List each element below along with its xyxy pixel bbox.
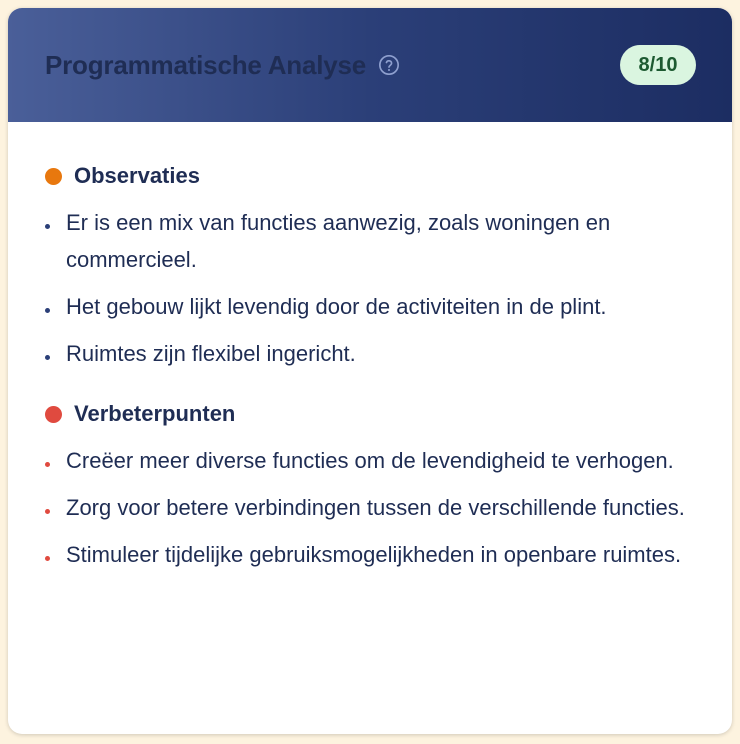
improvements-section bbox=[45, 400, 692, 573]
list-item-text: Er is een mix van functies aanwezig, zoals woningen en commercieel. bbox=[66, 210, 611, 272]
orange-dot-icon bbox=[45, 168, 62, 185]
list-item bbox=[45, 204, 692, 278]
card-body bbox=[8, 122, 732, 573]
red-dot-icon bbox=[45, 406, 62, 423]
card-header bbox=[8, 8, 732, 122]
observations-heading bbox=[45, 162, 692, 190]
improvements-heading bbox=[45, 400, 692, 428]
bullet-icon bbox=[45, 355, 50, 360]
section-title-observations: Observaties bbox=[74, 163, 200, 188]
analysis-card bbox=[8, 8, 732, 734]
list-item bbox=[45, 442, 692, 479]
list-item bbox=[45, 335, 692, 372]
improvements-list bbox=[45, 442, 692, 573]
observations-list bbox=[45, 204, 692, 372]
card-title: Programmatische Analyse bbox=[45, 49, 367, 80]
bullet-icon bbox=[45, 462, 50, 467]
list-item bbox=[45, 536, 692, 573]
question-circle-icon[interactable] bbox=[378, 54, 400, 76]
list-item bbox=[45, 288, 692, 325]
bullet-icon bbox=[45, 224, 50, 229]
bullet-icon bbox=[45, 509, 50, 514]
list-item-text: Creëer meer diverse functies om de levendigheid te verhogen. bbox=[66, 448, 674, 473]
score-badge: 8/10 bbox=[620, 45, 696, 85]
section-title-improvements: Verbeterpunten bbox=[74, 401, 236, 426]
list-item-text: Het gebouw lijkt levendig door de activiteiten in de plint. bbox=[66, 294, 607, 319]
list-item-text: Stimuleer tijdelijke gebruiksmogelijkheden in openbare ruimtes. bbox=[66, 542, 682, 567]
bullet-icon bbox=[45, 556, 50, 561]
bullet-icon bbox=[45, 308, 50, 313]
observations-section bbox=[45, 162, 692, 372]
list-item-text: Zorg voor betere verbindingen tussen de verschillende functies. bbox=[66, 495, 685, 520]
list-item-text: Ruimtes zijn flexibel ingericht. bbox=[66, 341, 356, 366]
list-item bbox=[45, 489, 692, 526]
